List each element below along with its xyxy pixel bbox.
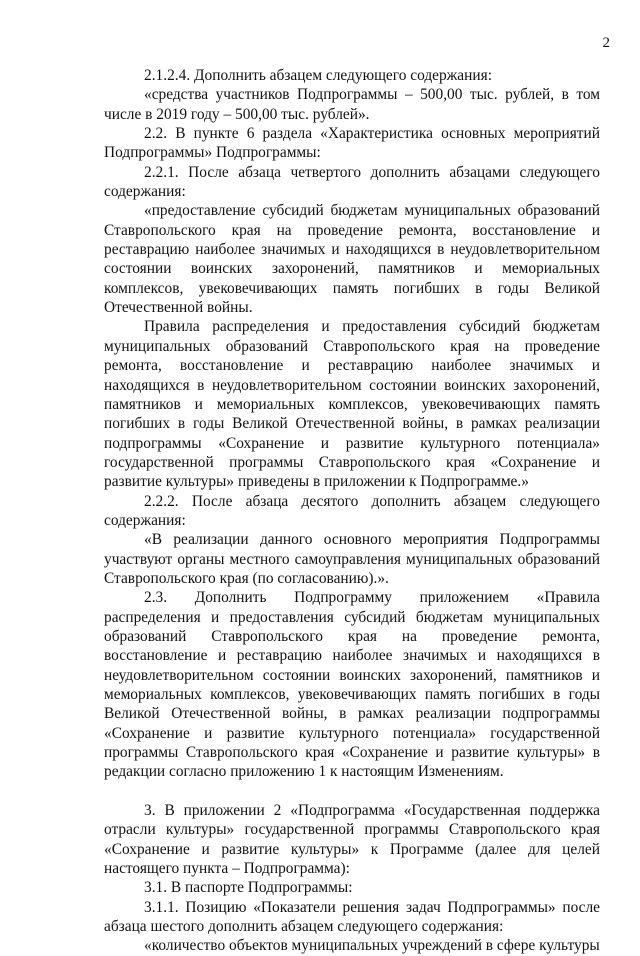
paragraph-3-1: 3.1. В паспорте Подпрограммы:: [144, 879, 353, 897]
paragraph-3-1-1: 3.1.1. Позицию «Показатели решения задач Подпрограммы» после абзаца шестого дополнить абзацем следующего содержания:: [104, 898, 600, 936]
paragraph-3: 3. В приложении 2 «Подпрограмма «Государственная поддержка отрасли культуры» государственной программы Ставропольского края «Сохранение и развитие культуры» к Программе (далее для целей настоящего пункта – Подпрограмма):: [104, 802, 600, 878]
page-number: 2: [602, 35, 610, 51]
paragraph-2-3: 2.3. Дополнить Подпрограмму приложением «Правила распределения и предоставления субсидий бюджетам муниципальных образований Ставропольского края на проведение ремонта, восстановление и реставрацию наиболее значимых и находящихся в неудовлетворительном состоянии воинских захоронений, памятников и мемориальных комплексов, увековечивающих память погибших в годы Великой Отечественной войны, в рамках реализации подпрограммы «Сохранение и развитие культурного потенциала» государственной программы Ставропольского края «Сохранение и развитие культуры» в редакции согласно приложению 1 к настоящим Изменениям.: [104, 589, 600, 781]
paragraph-2-2-1: 2.2.1. После абзаца четвертого дополнить абзацами следующего содержания:: [104, 163, 600, 201]
paragraph-quote-subsidies: «предоставление субсидий бюджетам муниципальных образований Ставропольского края на проведение ремонта, восстановление и реставрацию наиболее значимых и находящихся в неудовлетворительном состоянии воинских захоронений, памятников и мемориальных комплексов, увековечивающих память погибших в годы Великой Отечественной войны.: [104, 202, 600, 317]
document-body: [104, 66, 600, 956]
paragraph-quote-objects-count: «количество объектов муниципальных учреждений в сфере культуры: [144, 937, 600, 955]
paragraph-quote-local-government: «В реализации данного основного мероприятия Подпрограммы участвуют органы местного самоуправления муниципальных образований Ставропольского края (по согласованию).».: [104, 531, 600, 587]
paragraph-2-1-2-4: 2.1.2.4. Дополнить абзацем следующего содержания:: [144, 67, 492, 84]
paragraph-quote-participants-funds: «средства участников Подпрограммы – 500,00 тыс. рублей, в том числе в 2019 году – 500,00 тыс. рублей».: [104, 86, 600, 123]
paragraph-2-2-2: 2.2.2. После абзаца десятого дополнить абзацем следующего содержания:: [104, 492, 600, 529]
blank-line: [104, 782, 600, 801]
paragraph-distribution-rules: Правила распределения и предоставления субсидий бюджетам муниципальных образований Ставропольского края на проведение ремонта, восстановление и реставрацию наиболее значимых и находящихся в неудовлетворительном состоянии воинских захоронений, памятников и мемориальных комплексов, увековечивающих память погибших в годы Великой Отечественной войны, в рамках реализации подпрограммы «Сохранение и развитие культурного потенциала» государственной программы Ставропольского края «Сохранение и развитие культуры» приведены в приложении к Подпрограмме.»: [104, 318, 600, 491]
paragraph-2-2: 2.2. В пункте 6 раздела «Характеристика основных мероприятий Подпрограммы» Подпрограммы:: [104, 125, 600, 162]
